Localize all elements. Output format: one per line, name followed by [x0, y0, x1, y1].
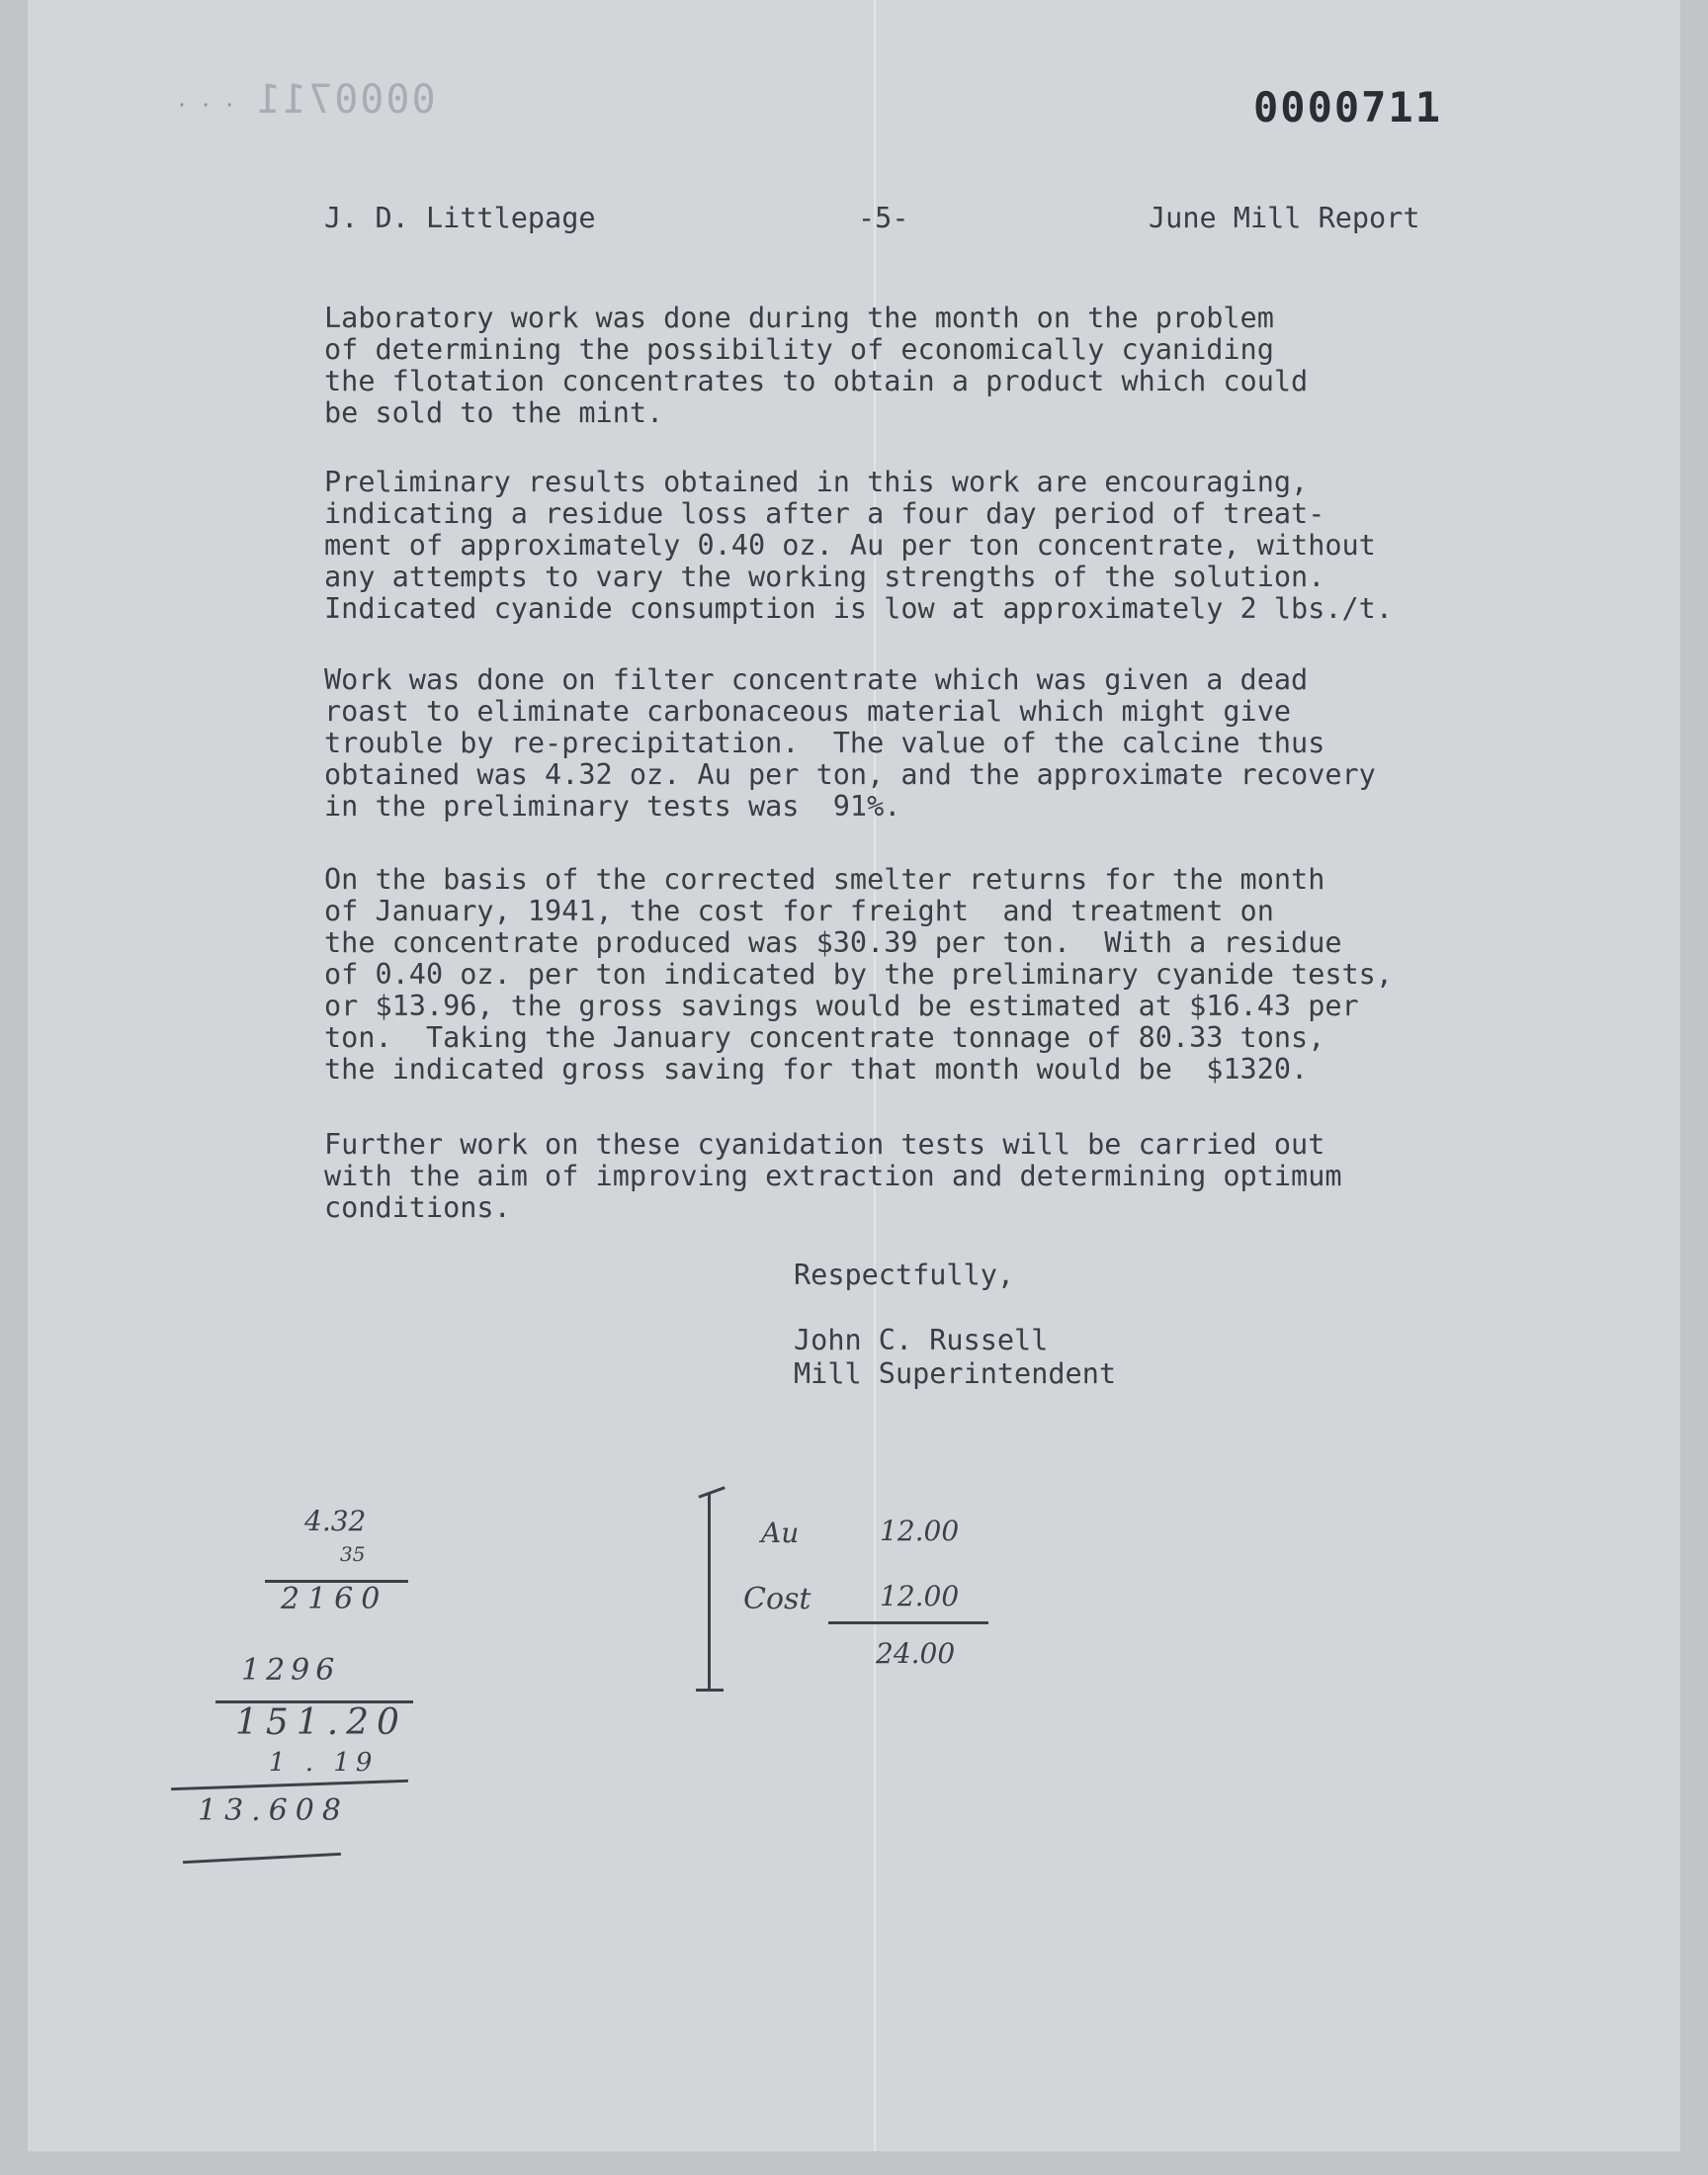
- cost-label-cost: Cost: [743, 1582, 811, 1616]
- margin-rule-bottom: [696, 1689, 724, 1692]
- calc-rule: [171, 1780, 408, 1790]
- calc-line: 35: [340, 1542, 366, 1566]
- paragraph-3: Work was done on filter concentrate which was given a dead roast to eliminate carbonaceous material which might give trouble by re-precipitation. The value of the calcine thus obtained was 4.32 oz. Au per ton, and the approximate recovery in the preliminary tests was 91%.: [324, 663, 1376, 823]
- cost-value-au: 12.00: [880, 1515, 960, 1547]
- paragraph-2: Preliminary results obtained in this work are encouraging, indicating a residue loss after a four day period of treat- ment of approximately 0.40 oz. Au per ton concentrate, without any attempts to vary the working strengths of the solution. Indicated cyanide consumption is low at approximately 2 lbs./t.: [324, 466, 1393, 625]
- speck-marks: · · ·: [176, 93, 236, 117]
- calc-result: 13.608: [198, 1793, 349, 1828]
- header-report-title: June Mill Report: [1149, 202, 1420, 234]
- stamp-number: 0000711: [1253, 83, 1443, 131]
- margin-rule-top: [698, 1486, 725, 1498]
- cost-label-au: Au: [761, 1517, 800, 1549]
- document-page: [28, 0, 1680, 2151]
- cost-total: 24.00: [876, 1637, 956, 1670]
- calc-line: 4.32: [304, 1505, 367, 1537]
- calc-underline: [183, 1853, 341, 1864]
- signature-title: Mill Superintendent: [794, 1357, 1117, 1390]
- ghost-stamp-number: 0000711: [255, 77, 436, 123]
- cost-sum-rule: [828, 1621, 988, 1624]
- header-recipient: J. D. Littlepage: [324, 202, 596, 234]
- margin-vertical-rule: [708, 1493, 711, 1691]
- cost-value-cost: 12.00: [880, 1580, 960, 1612]
- calc-line: 151.20: [235, 1702, 407, 1743]
- paragraph-4: On the basis of the corrected smelter returns for the month of January, 1941, the cost for freight and treatment on the concentrate produced was $30.39 per ton. With a residue of 0.40 oz. per ton indicated by the preliminary cyanide tests, or $13.96, the gross savings would be estimated at $16.43 per ton. Taking the January concentrate tonnage of 80.33 tons, the indicated gross saving for that month would be $1320.: [324, 863, 1393, 1086]
- calc-line: 2160: [281, 1582, 388, 1616]
- header-page-number: -5-: [858, 202, 909, 234]
- signature-name: John C. Russell: [794, 1324, 1049, 1356]
- closing: Respectfully,: [794, 1259, 1015, 1291]
- calc-line: 1 . 19: [269, 1748, 379, 1778]
- paragraph-1: Laboratory work was done during the month on the problem of determining the possibility of economically cyaniding the flotation concentrates to obtain a product which could be sold to the mint.: [324, 302, 1309, 429]
- calc-line: 1296: [241, 1653, 341, 1688]
- paragraph-5: Further work on these cyanidation tests will be carried out with the aim of improving extraction and determining optimum conditions.: [324, 1128, 1342, 1224]
